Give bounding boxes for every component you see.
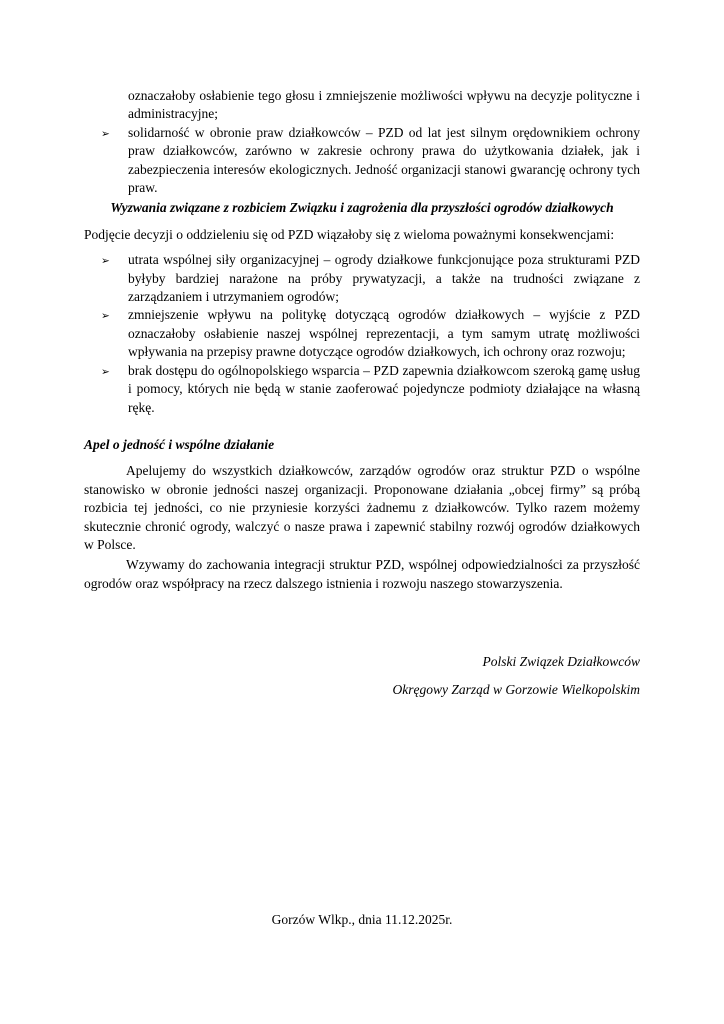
signature-block: [84, 653, 640, 699]
section-heading-appeal: Apel o jedność i wspólne działanie: [84, 436, 275, 452]
dateline: Gorzów Wlkp., dnia 11.12.2025r.: [271, 912, 453, 927]
appeal-paragraph-1: Apelujemy do wszystkich działkowców, zarządów ogrodów oraz struktur PZD o wspólne stanowisko w obronie jedności naszej organizacji. Proponowane działania „obcej firmy” są próbą rozbicia tej jedności, co nie przyniesie korzyści żadnemu z działkowców. Tylko razem możemy skutecznie chronić ogrody, walczyć o nasze prawa i zapewnić stabilny rozwój ogrodów działkowych w Polsce.: [84, 463, 640, 552]
bullet-item-no-national-support: [84, 362, 640, 417]
arrow-bullet-icon: ➢: [101, 310, 110, 323]
signature-unit: Okręgowy Zarząd w Gorzowie Wielkopolskim: [392, 681, 640, 697]
bullet-item-solidarity: [84, 124, 640, 198]
bullet-item-loss-of-strength: [84, 251, 640, 306]
bullet-item-text: solidarność w obronie praw działkowców – PZD od lat jest silnym orędownikiem ochrony praw działkowców, zarówno w zakresie ochrony prawa do użytkowania działek, jak i zabezpieczenia interesów ekologicznych. Jedność organizacji stanowi gwarancję ochrony tych praw.: [128, 124, 640, 196]
section-heading-challenges: Wyzwania związane z rozbiciem Związku i zagrożenia dla przyszłości ogrodów działkowych: [110, 200, 614, 216]
appeal-paragraph-2: Wzywamy do zachowania integracji struktur PZD, wspólnej odpowiedzialności za przyszłość ogrodów oraz współpracy na rzecz dalszego istnienia i rozwoju naszego stowarzyszenia.: [84, 557, 640, 591]
challenges-intro: Podjęcie decyzji o oddzieleniu się od PZD wiązałoby się z wieloma poważnymi konsekwencjami:: [84, 226, 615, 242]
arrow-bullet-icon: ➢: [101, 255, 110, 268]
arrow-bullet-icon: ➢: [101, 127, 110, 140]
bullet-item-text: utrata wspólnej siły organizacyjnej – ogrody działkowe funkcjonujące poza strukturami PZD byłyby bardziej narażone na próby prywatyzacji, a także na trudności związane z zarządzaniem i utrzymaniem ogrodów;: [128, 252, 640, 305]
signature-organization: Polski Związek Działkowców: [482, 654, 640, 670]
document-body: [84, 87, 640, 699]
arrow-bullet-icon: ➢: [101, 365, 110, 378]
bullet-item-text: brak dostępu do ogólnopolskiego wsparcia – PZD zapewnia działkowcom szeroką gamę usług i pomocy, których nie będą w stanie zaoferować pojedyncze podmioty działające na własną rękę.: [128, 362, 640, 415]
bullet-continuation-text: oznaczałoby osłabienie tego głosu i zmniejszenie możliwości wpływu na decyzje polityczne i administracyjne;: [128, 88, 640, 122]
bullet-item-reduced-influence: [84, 306, 640, 361]
bullet-item-text: zmniejszenie wpływu na politykę dotyczącą ogrodów działkowych – wyjście z PZD oznaczałoby osłabienie naszej wspólnej reprezentacji, a tym samym utratę możliwości wpływania na przepisy prawne dotyczące ogrodów działkowych, ich ochrony oraz rozwoju;: [128, 307, 640, 360]
